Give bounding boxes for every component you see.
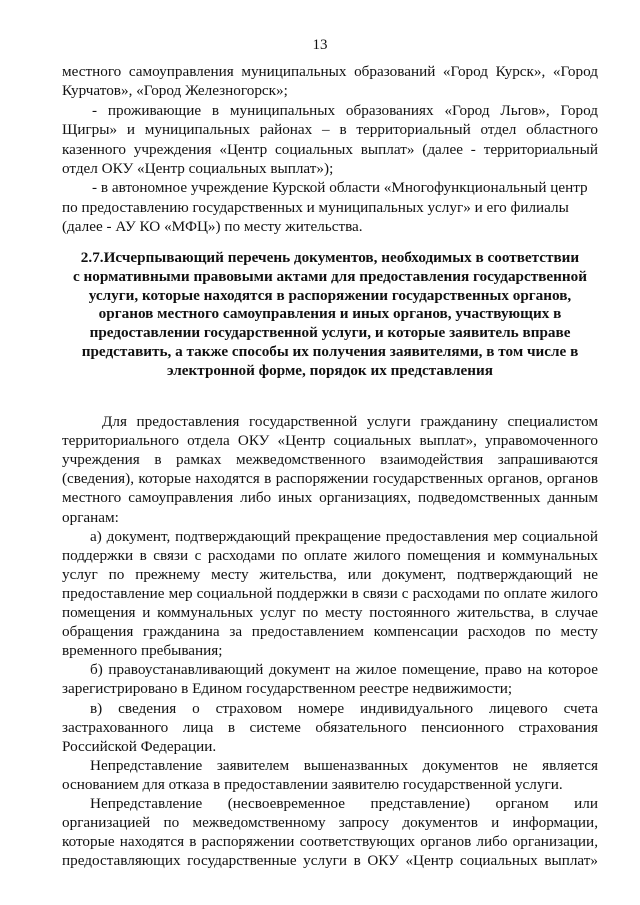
body-text-line: в) сведения о страховом номере индивидуального лицевого счета — [90, 699, 598, 717]
body-text-line: а) документ, подтверждающий прекращение предоставления мер социальной — [90, 527, 598, 545]
body-text-line: предоставление мер социальной поддержки в связи с расходами по оплате жилого — [62, 584, 598, 602]
top-text-line: казенного учреждения «Центр социальных выплат» (далее - территориальный — [62, 140, 598, 158]
body-text-line: услуг по прежнему месту жительства, или документ, подтверждающий не — [62, 565, 598, 583]
page-number: 13 — [312, 37, 328, 53]
body-text-line: застрахованного лица в системе обязательного пенсионного страхования — [62, 718, 598, 736]
top-text-line: - проживающие в муниципальных образованиях «Город Льгов», Город — [92, 101, 598, 119]
body-text-line: (сведения), которые находятся в распоряжении государственных органов, органов — [62, 470, 598, 488]
top-text-line: по предоставлению государственных и муниципальных услуг» и его филиалы — [62, 198, 569, 216]
body-text-line: местного самоуправления либо иных организациях, подведомственных данным — [62, 489, 598, 507]
heading-line: с нормативными правовыми актами для предоставления государственной — [73, 267, 587, 285]
body-text-line: организацией по межведомственному запросу документов и информации, — [62, 814, 598, 832]
heading-line: органов местного самоуправления и иных органов, участвующих в — [98, 305, 562, 323]
top-text-line: - в автономное учреждение Курской области «Многофункциональный центр — [92, 179, 588, 197]
body-text-line: Непредставление (несвоевременное представление) органом или — [90, 795, 598, 812]
body-text-line: учреждения в рамках межведомственного взаимодействия запрашиваются — [62, 451, 598, 469]
body-text-line: Непредставление заявителем вышеназванных документов не является — [90, 756, 598, 774]
body-text-line: зарегистрировано в Едином государственном реестре недвижимости; — [62, 680, 513, 698]
heading-line: услуги, которые находятся в распоряжении государственных органов, — [88, 286, 572, 304]
body-text-line: основанием для отказа в предоставлении заявителю государственной услуги. — [62, 775, 563, 793]
heading-line: предоставлении государственной услуги, и которые заявитель вправе — [89, 324, 571, 342]
top-text-line: Щигры» и муниципальных районах – в территориальный отдел областного — [62, 121, 598, 139]
top-text-line: Курчатов», «Город Железногорск»; — [62, 82, 288, 100]
heading-line: электронной форме, порядок их представления — [167, 361, 493, 379]
body-text-line: предоставляющих государственные услуги в ОКУ «Центр социальных выплат» — [62, 852, 598, 870]
top-text-line: отдел ОКУ «Центр социальных выплат»); — [62, 160, 334, 177]
body-text-line: поддержки в связи с расходами по оплате жилого помещения и коммунальных — [62, 546, 598, 564]
body-text-line: помещения и коммунальных услуг по месту постоянного жительства, в случае — [62, 604, 598, 621]
heading-line: 2.7.Исчерпывающий перечень документов, необходимых в соответствии — [80, 249, 580, 266]
body-text-line: органам: — [62, 508, 119, 526]
top-text-line: (далее - АУ КО «МФЦ») по месту жительства. — [62, 218, 363, 236]
body-text-line: территориального отдела ОКУ «Центр социальных выплат», управомоченного — [62, 432, 598, 450]
body-text-line: Российской Федерации. — [62, 737, 217, 755]
body-text-line: которые находятся в распоряжении соответствующих органов либо организации, — [62, 833, 598, 851]
body-text-line: обращения гражданина за предоставлением компенсации расходов по месту — [62, 623, 598, 641]
body-text-line: временного пребывания; — [62, 642, 223, 660]
body-text-line: Для предоставления государственной услуги гражданину специалистом — [102, 413, 598, 430]
heading-line: представить, а также способы их получения заявителями, в том числе в — [81, 343, 579, 360]
top-text-line: местного самоуправления муниципальных образований «Город Курск», «Город — [62, 63, 598, 80]
body-text-line: б) правоустанавливающий документ на жилое помещение, право на которое — [90, 661, 598, 679]
